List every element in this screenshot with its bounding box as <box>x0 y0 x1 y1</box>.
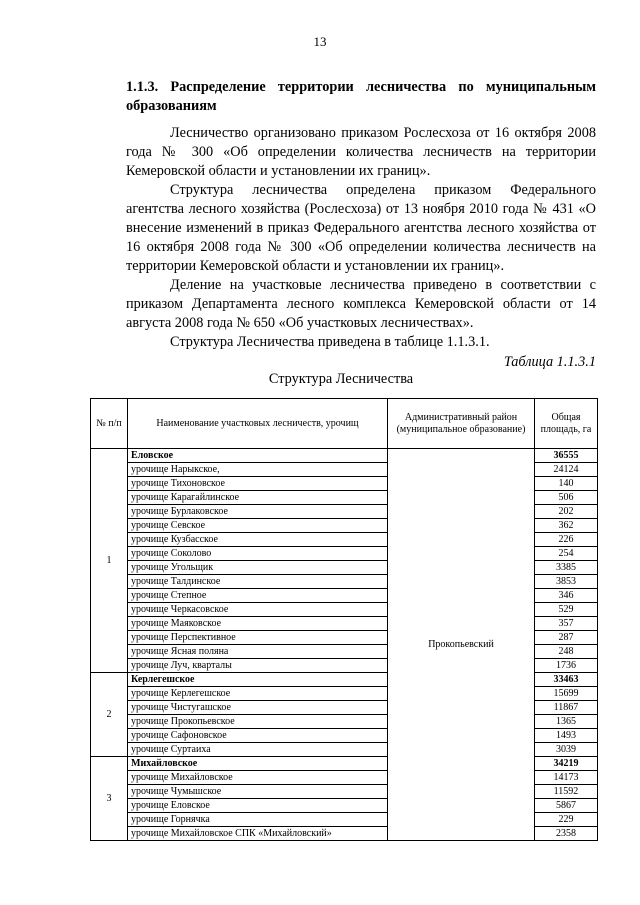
cell-tract-name: урочище Карагайлинское <box>128 491 388 505</box>
header-num: № п/п <box>91 399 128 449</box>
cell-num: 2 <box>91 673 128 757</box>
cell-area: 362 <box>535 519 598 533</box>
paragraph: Структура лесничества определена приказом Федерального агентства лесного хозяйства (Рослесхоза) от 13 ноября 2010 года № 431 «О внесение изменений в приказ Федерального агентства лесного хозяйства от 16 октября 2008 года № 300 «Об определении количества лесничеств на территории Кемеровской области и установлении их границ». <box>126 182 596 274</box>
cell-area: 140 <box>535 477 598 491</box>
cell-tract-name: урочище Суртаиха <box>128 743 388 757</box>
cell-area: 33463 <box>535 673 598 687</box>
cell-area: 3039 <box>535 743 598 757</box>
cell-tract-name: урочище Черкасовское <box>128 603 388 617</box>
cell-area: 529 <box>535 603 598 617</box>
cell-tract-name: урочище Талдинское <box>128 575 388 589</box>
cell-area: 15699 <box>535 687 598 701</box>
header-name: Наименование участковых лесничеств, урочищ <box>128 399 388 449</box>
cell-area: 24124 <box>535 463 598 477</box>
page-number: 13 <box>313 34 327 49</box>
cell-area: 506 <box>535 491 598 505</box>
cell-tract-name: урочище Перспективное <box>128 631 388 645</box>
cell-area: 34219 <box>535 757 598 771</box>
cell-area: 357 <box>535 617 598 631</box>
cell-tract-name: урочище Тихоновское <box>128 477 388 491</box>
cell-area: 1736 <box>535 659 598 673</box>
cell-tract-name: урочище Прокопьевское <box>128 715 388 729</box>
cell-area: 36555 <box>535 449 598 463</box>
cell-area: 14173 <box>535 771 598 785</box>
cell-area: 226 <box>535 533 598 547</box>
cell-tract-name: урочище Степное <box>128 589 388 603</box>
section-heading: 1.1.3. Распределение территории лесничества по муниципальным образованиям <box>126 79 596 114</box>
paragraph: Лесничество организовано приказом Рослесхоза от 16 октября 2008 года № 300 «Об определении количества лесничеств на территории Кемеровской области и установлении их границ». <box>126 125 596 179</box>
cell-subforestry-name: Керлегешское <box>128 673 388 687</box>
cell-area: 2358 <box>535 827 598 841</box>
cell-tract-name: урочище Севское <box>128 519 388 533</box>
cell-tract-name: урочище Керлегешское <box>128 687 388 701</box>
cell-area: 1493 <box>535 729 598 743</box>
table-body <box>91 449 598 841</box>
cell-tract-name: урочище Луч, кварталы <box>128 659 388 673</box>
cell-tract-name: урочище Еловское <box>128 799 388 813</box>
table-row-subforestry <box>91 449 598 463</box>
cell-area: 11867 <box>535 701 598 715</box>
cell-tract-name: урочище Сафоновское <box>128 729 388 743</box>
cell-area: 1365 <box>535 715 598 729</box>
cell-tract-name: урочище Бурлаковское <box>128 505 388 519</box>
header-district: Административный район (муниципальное образование) <box>388 399 535 449</box>
cell-tract-name: урочище Кузбасское <box>128 533 388 547</box>
cell-area: 3853 <box>535 575 598 589</box>
paragraph: Структура Лесничества приведена в таблице 1.1.3.1. <box>170 334 490 350</box>
cell-tract-name: урочище Михайловское СПК «Михайловский» <box>128 827 388 841</box>
cell-tract-name: урочище Нарыкское, <box>128 463 388 477</box>
cell-area: 5867 <box>535 799 598 813</box>
cell-num: 3 <box>91 757 128 841</box>
cell-tract-name: урочище Ясная поляна <box>128 645 388 659</box>
table-title: Структура Лесничества <box>268 371 414 387</box>
forestry-structure-table <box>90 398 598 841</box>
cell-area: 202 <box>535 505 598 519</box>
header-area: Общая площадь, га <box>535 399 598 449</box>
body-text <box>126 124 596 352</box>
cell-area: 254 <box>535 547 598 561</box>
cell-tract-name: урочище Чистугашское <box>128 701 388 715</box>
cell-tract-name: урочище Соколово <box>128 547 388 561</box>
cell-num: 1 <box>91 449 128 673</box>
cell-tract-name: урочище Горнячка <box>128 813 388 827</box>
cell-area: 229 <box>535 813 598 827</box>
cell-area: 3385 <box>535 561 598 575</box>
cell-area: 287 <box>535 631 598 645</box>
cell-area: 346 <box>535 589 598 603</box>
cell-tract-name: урочище Чумышское <box>128 785 388 799</box>
cell-tract-name: урочище Угольщик <box>128 561 388 575</box>
paragraph: Деление на участковые лесничества приведено в соответствии с приказом Департамента лесного комплекса Кемеровской области от 14 августа 2008 года № 650 «Об участковых лесничествах». <box>126 277 596 331</box>
cell-tract-name: урочище Михайловское <box>128 771 388 785</box>
cell-tract-name: урочище Маяковское <box>128 617 388 631</box>
table-caption: Таблица 1.1.3.1 <box>503 354 596 370</box>
cell-subforestry-name: Михайловское <box>128 757 388 771</box>
table-header-row <box>91 399 598 449</box>
cell-area: 11592 <box>535 785 598 799</box>
cell-area: 248 <box>535 645 598 659</box>
cell-district: Прокопьевский <box>388 449 535 841</box>
cell-subforestry-name: Еловское <box>128 449 388 463</box>
